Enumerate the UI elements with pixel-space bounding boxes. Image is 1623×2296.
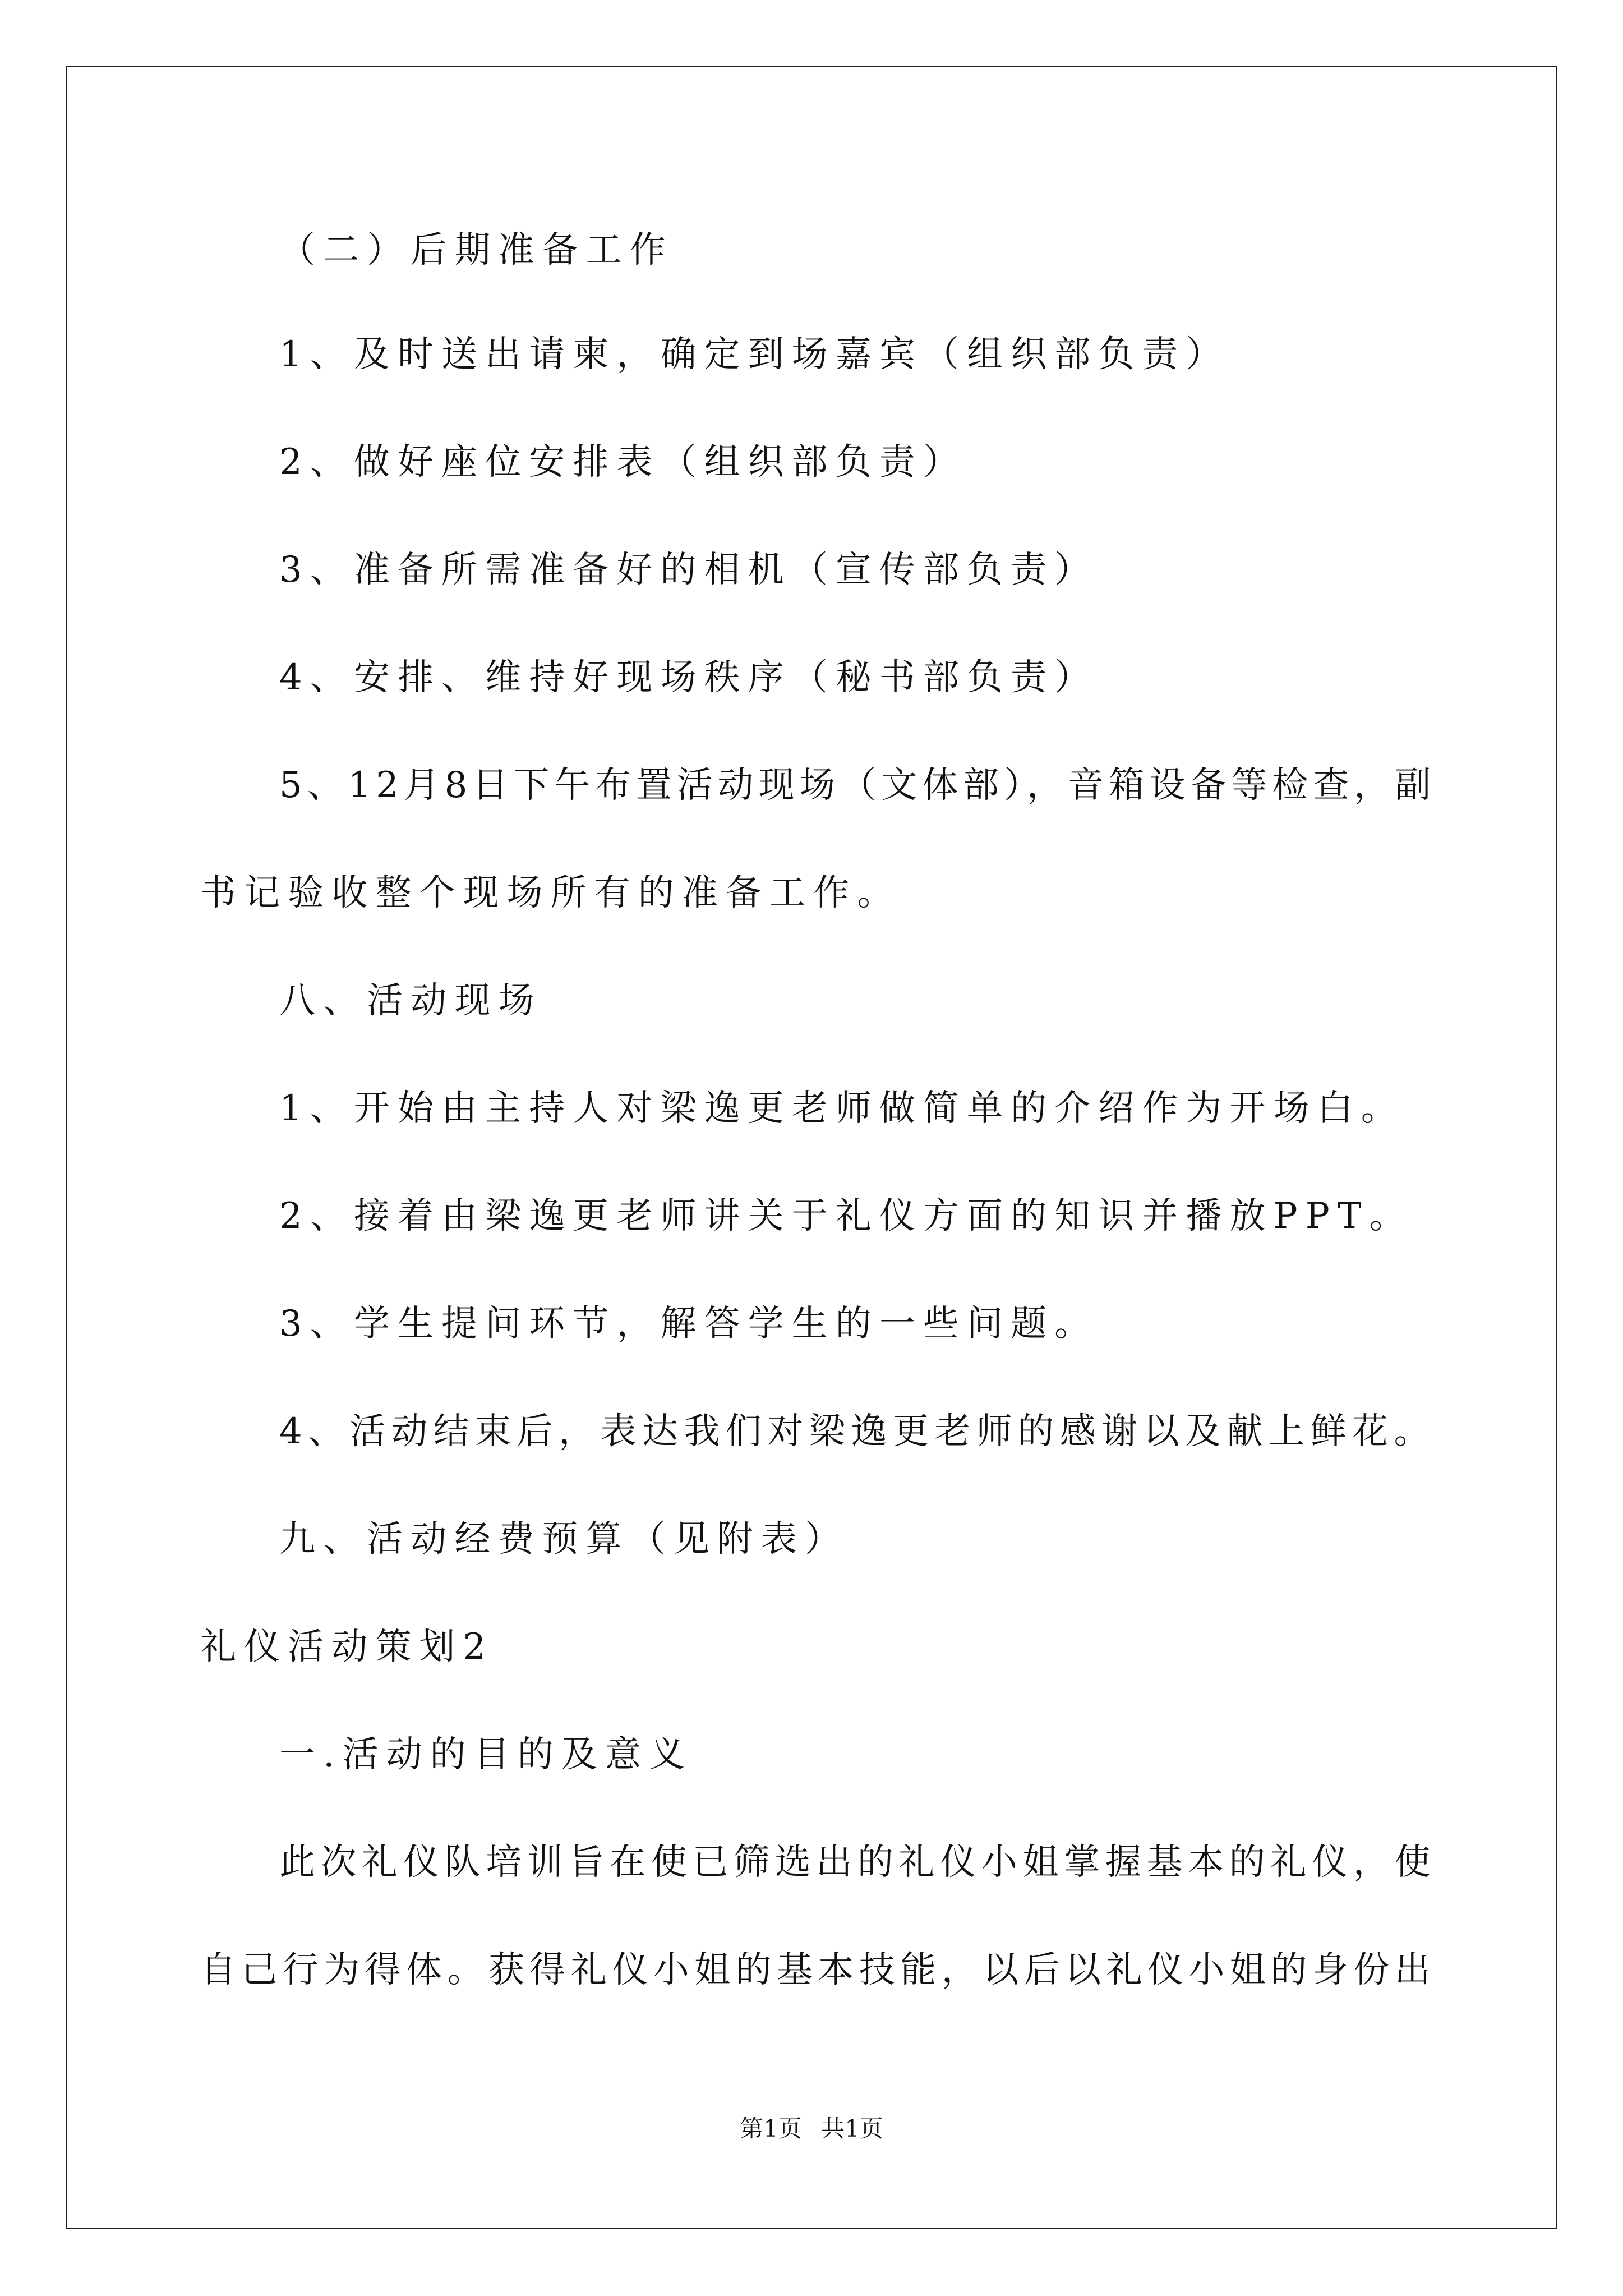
list-item: 2、做好座位安排表（组织部负责）	[279, 441, 967, 483]
section-heading-budget: 九、活动经费预算（见附表）	[279, 1519, 849, 1560]
list-item: 1、开始由主持人对梁逸更老师做简单的介绍作为开场白。	[279, 1088, 1405, 1129]
page-border	[66, 66, 1557, 2229]
paragraph-continuation: 书记验收整个现场所有的准备工作。	[200, 872, 901, 914]
section-heading-later-preparation: （二）后期准备工作	[279, 229, 674, 271]
list-item: 4、活动结束后，表达我们对梁逸更老师的感谢以及献上鲜花。	[279, 1411, 1436, 1452]
list-item: 3、准备所需准备好的相机（宣传部负责）	[279, 549, 1099, 591]
list-item: 3、学生提问环节，解答学生的一些问题。	[279, 1303, 1099, 1345]
section-heading-purpose: 一.活动的目的及意义	[279, 1734, 693, 1775]
list-item: 1、及时送出请柬，确定到场嘉宾（组织部负责）	[279, 334, 1230, 375]
section-heading-event-venue: 八、活动现场	[279, 980, 542, 1022]
paragraph-line: 自己行为得体。获得礼仪小姐的基本技能，以后以礼仪小姐的身份出	[200, 1949, 1436, 1991]
list-item: 2、接着由梁逸更老师讲关于礼仪方面的知识并播放PPT。	[279, 1195, 1413, 1237]
document-title: 礼仪活动策划2	[200, 1626, 494, 1668]
list-item: 4、安排、维持好现场秩序（秘书部负责）	[279, 657, 1099, 698]
page-total: 共1页	[821, 2115, 883, 2142]
list-item: 5、12月8日下午布置活动现场（文体部），音箱设备等检查，副	[279, 765, 1436, 806]
paragraph-line: 此次礼仪队培训旨在使已筛选出的礼仪小姐掌握基本的礼仪，使	[279, 1842, 1436, 1883]
page-number: 第1页	[740, 2115, 802, 2142]
page-footer	[0, 2117, 1623, 2141]
